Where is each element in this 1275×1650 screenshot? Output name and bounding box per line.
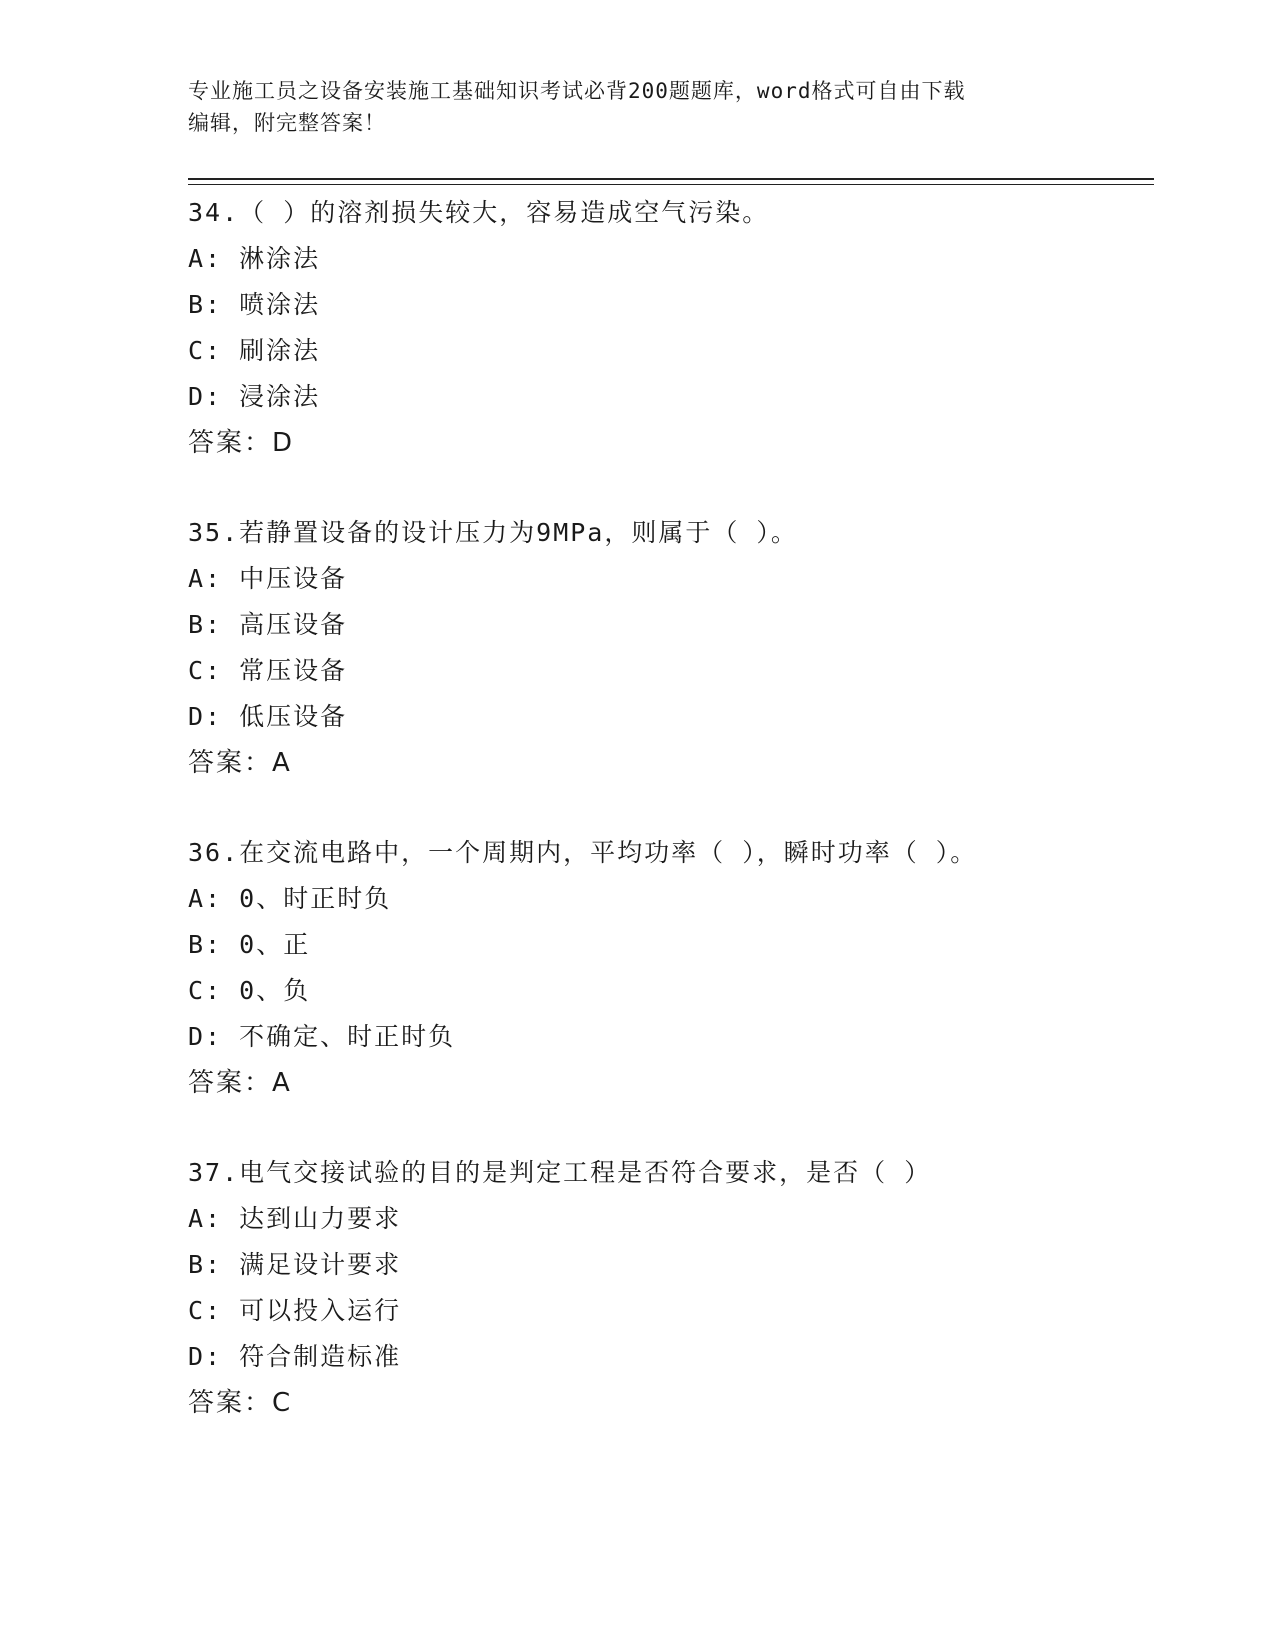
header-divider-thin <box>188 184 1154 185</box>
option-c: C: 常压设备 <box>188 656 348 685</box>
question-stem: 37.电气交接试验的目的是判定工程是否符合要求，是否（ ） <box>188 1158 932 1187</box>
option-a: A: 淋涂法 <box>188 244 321 273</box>
answer-label: 答案：A <box>188 1068 292 1098</box>
question-35 <box>188 510 1138 786</box>
option-b: B: 高压设备 <box>188 610 348 639</box>
question-36 <box>188 830 1138 1106</box>
question-37 <box>188 1150 1138 1426</box>
question-stem: 35.若静置设备的设计压力为9MPa，则属于（ ）。 <box>188 518 798 547</box>
option-a: A: 达到山力要求 <box>188 1204 402 1233</box>
option-c: C: 刷涂法 <box>188 336 321 365</box>
answer-label: 答案：D <box>188 428 295 458</box>
option-a: A: 中压设备 <box>188 564 348 593</box>
header-divider-thick <box>188 178 1154 180</box>
question-stem: 34.（ ）的溶剂损失较大，容易造成空气污染。 <box>188 198 770 227</box>
option-a: A: 0、时正时负 <box>188 884 392 913</box>
option-b: B: 喷涂法 <box>188 290 321 319</box>
option-d: D: 符合制造标准 <box>188 1342 402 1371</box>
option-c: C: 可以投入运行 <box>188 1296 402 1325</box>
option-d: D: 低压设备 <box>188 702 348 731</box>
option-b: B: 满足设计要求 <box>188 1250 402 1279</box>
option-b: B: 0、正 <box>188 930 311 959</box>
answer-label: 答案：C <box>188 1388 293 1418</box>
option-c: C: 0、负 <box>188 976 311 1005</box>
answer-label: 答案：A <box>188 748 292 778</box>
option-d: D: 浸涂法 <box>188 382 321 411</box>
option-d: D: 不确定、时正时负 <box>188 1022 456 1051</box>
document-header <box>188 75 1088 139</box>
question-stem: 36.在交流电路中，一个周期内，平均功率（ ），瞬时功率（ ）。 <box>188 838 978 867</box>
header-line-2: 编辑，附完整答案！ <box>188 111 386 135</box>
header-line-1: 专业施工员之设备安装施工基础知识考试必背200题题库，word格式可自由下载 <box>188 79 966 103</box>
question-34 <box>188 190 1138 466</box>
